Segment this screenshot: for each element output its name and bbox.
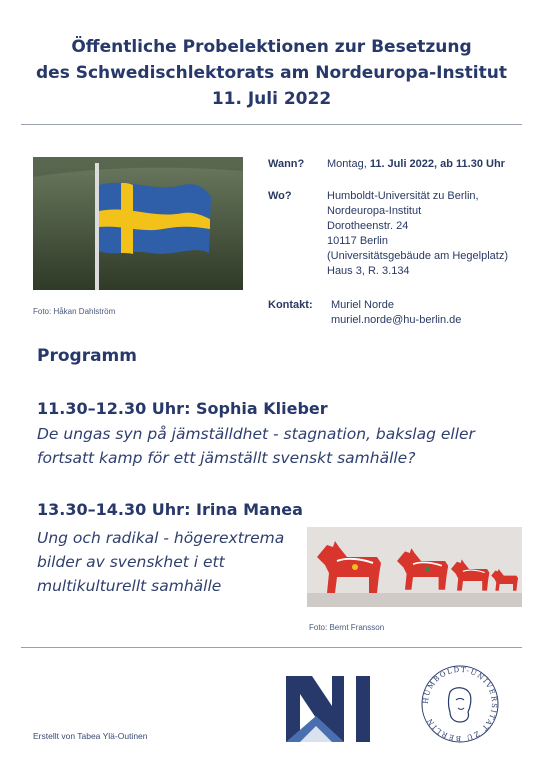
- info-contact-value: [331, 298, 461, 328]
- dala-horses-illustration: [307, 527, 522, 607]
- contact-email[interactable]: muriel.norde@hu-berlin.de: [331, 314, 462, 326]
- svg-text:HUMBOLDT-UNIVERSITÄT ZU BERLIN: HUMBOLDT-UNIVERSITÄT ZU BERLIN: [421, 665, 499, 743]
- hu-seal-icon: [420, 664, 500, 744]
- title-line-3: 11. Juli 2022: [211, 89, 332, 109]
- bottom-divider: [21, 647, 522, 648]
- program-heading: Programm: [37, 346, 137, 366]
- talk-1-title: De ungas syn på jämställdhet - stagnation, bakslag eller fortsatt kamp för ett jämställt svenskt samhälle?: [37, 425, 475, 467]
- swedish-flag-illustration: [33, 157, 243, 290]
- info-where-address: Humboldt-Universität zu Berlin, Nordeuropa-Institut Dorotheenstr. 24 10117 Berlin (Universitätsgebäude am Hegelplatz) Haus 3, R. 3.134: [327, 190, 508, 277]
- swedish-flag-photo: [33, 157, 243, 290]
- info-when-value: Montag, 11. Juli 2022, ab 11.30 Uhr: [327, 158, 505, 170]
- title-line-1: Öffentliche Probelektionen zur Besetzung: [71, 37, 472, 57]
- title-line-2: des Schwedischlektorats am Nordeuropa-Institut: [36, 63, 507, 83]
- humboldt-university-seal: [420, 664, 500, 744]
- talk-1-time-speaker: 11.30–12.30 Uhr: Sophia Klieber: [37, 399, 328, 418]
- nordeuropa-institut-logo: [286, 676, 370, 742]
- page-title: [0, 34, 543, 112]
- credit-line: Erstellt von Tabea Ylä-Outinen: [33, 731, 148, 741]
- photo-caption-top: Foto: Håkan Dahlström: [33, 307, 116, 316]
- top-divider: [21, 124, 522, 125]
- info-when-label: Wann?: [268, 158, 305, 170]
- dala-horses-photo: [307, 527, 522, 607]
- talk-2-time-speaker: 13.30–14.30 Uhr: Irina Manea: [37, 500, 303, 519]
- contact-name: Muriel Norde: [331, 299, 394, 311]
- talk-2-title: Ung och radikal - högerextrema bilder av svenskhet i ett multikulturellt samhälle: [37, 529, 285, 595]
- info-contact-label: Kontakt:: [268, 299, 313, 311]
- ni-logo-icon: [286, 676, 370, 742]
- photo-caption-bottom: Foto: Bernt Fransson: [309, 623, 385, 632]
- info-where-label: Wo?: [268, 190, 292, 202]
